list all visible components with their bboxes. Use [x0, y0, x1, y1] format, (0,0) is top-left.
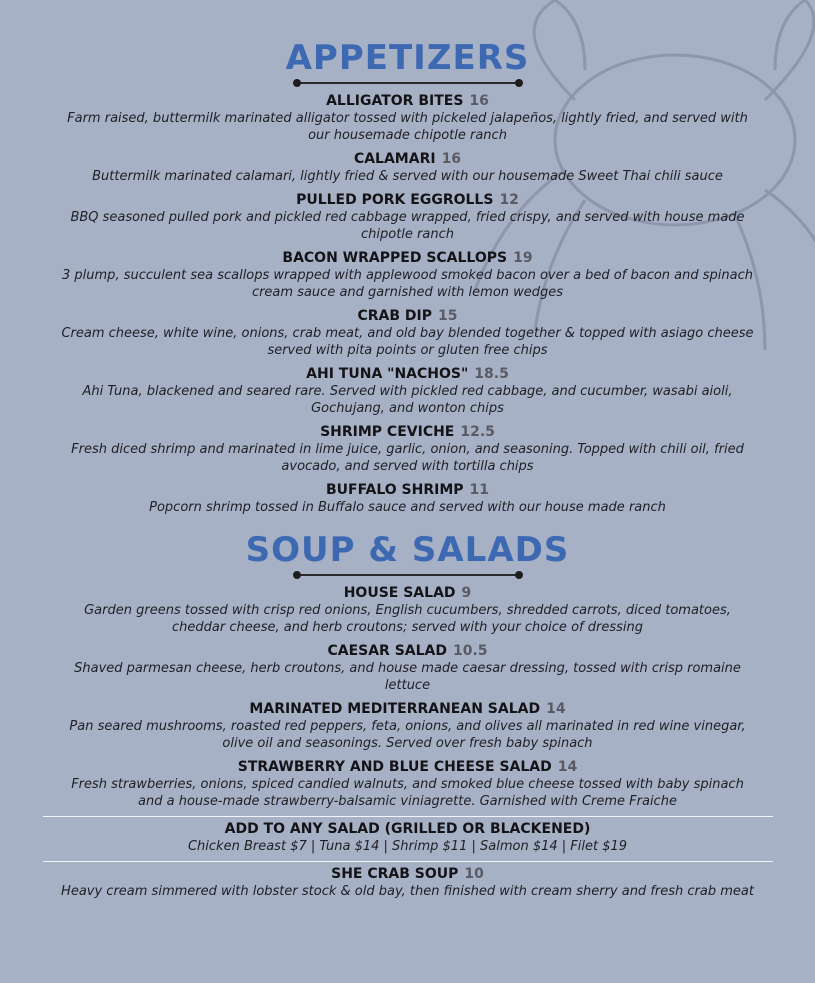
item-description: Garden greens tossed with crisp red onions, English cucumbers, shredded carrots, diced tomatoes, cheddar cheese, and herb croutons; served with your choice of dressing	[84, 603, 731, 635]
item-description: Cream cheese, white wine, onions, crab meat, and old bay blended together & topped with asiago cheese served with pita points or gluten free chips	[61, 326, 754, 358]
menu-item-caesar-salad	[0, 642, 815, 694]
item-price: 11	[469, 482, 490, 498]
item-name: MARINATED MEDITERRANEAN SALAD	[249, 701, 541, 717]
item-price: 9	[461, 585, 472, 601]
salad-addon	[0, 820, 815, 855]
menu-item-buffalo-shrimp	[0, 481, 815, 516]
menu-item-strawberry-blue-cheese-salad	[0, 758, 815, 810]
item-description: Fresh diced shrimp and marinated in lime juice, garlic, onion, and seasoning. Topped with chili oil, fried avocado, and served with tortilla chips	[71, 442, 744, 474]
menu-item-bacon-wrapped-scallops	[0, 249, 815, 301]
item-price: 18.5	[474, 366, 509, 382]
item-name: SHE CRAB SOUP	[331, 866, 459, 882]
item-description: Pan seared mushrooms, roasted red peppers, feta, onions, and olives all marinated in red wine vinegar, olive oil and seasonings. Served over fresh baby spinach	[69, 719, 746, 751]
item-description: Ahi Tuna, blackened and seared rare. Served with pickled red cabbage, and cucumber, wasabi aioli, Gochujang, and wonton chips	[82, 384, 733, 416]
item-name: BACON WRAPPED SCALLOPS	[282, 250, 508, 266]
menu-item-shrimp-ceviche	[0, 423, 815, 475]
menu-item-ahi-tuna-nachos	[0, 365, 815, 417]
menu-item-calamari	[0, 150, 815, 185]
item-price: 14	[546, 701, 566, 717]
item-name: SHRIMP CEVICHE	[320, 424, 455, 440]
item-name: HOUSE SALAD	[343, 585, 456, 601]
menu-item-pulled-pork-eggrolls	[0, 191, 815, 243]
item-name: CALAMARI	[353, 151, 436, 167]
item-price: 16	[441, 151, 462, 167]
item-description: Buttermilk marinated calamari, lightly fried & served with our housemade Sweet Thai chili sauce	[92, 169, 723, 184]
section-divider	[297, 574, 519, 576]
item-description: 3 plump, succulent sea scallops wrapped with applewood smoked bacon over a bed of bacon and spinach cream sauce and garnished with lemon wedges	[62, 268, 753, 300]
menu-item-alligator-bites	[0, 92, 815, 144]
item-name: BUFFALO SHRIMP	[325, 482, 464, 498]
item-description: Popcorn shrimp tossed in Buffalo sauce and served with our house made ranch	[149, 500, 666, 515]
item-price: 10.5	[453, 643, 488, 659]
addon-title: ADD TO ANY SALAD (GRILLED OR BLACKENED)	[224, 821, 591, 837]
item-name: STRAWBERRY AND BLUE CHEESE SALAD	[237, 759, 552, 775]
soup-salads-title: SOUP & SALADS	[245, 530, 570, 570]
item-name: CRAB DIP	[357, 308, 433, 324]
item-name: PULLED PORK EGGROLLS	[296, 192, 494, 208]
item-price: 10	[464, 866, 484, 882]
item-description: BBQ seasoned pulled pork and pickled red cabbage wrapped, fried crispy, and served with house made chipotle ranch	[70, 210, 745, 242]
addon-rule-top	[43, 816, 773, 817]
item-price: 19	[513, 250, 533, 266]
item-description: Fresh strawberries, onions, spiced candied walnuts, and smoked blue cheese tossed with baby spinach and a house-made strawberry-balsamic viniagrette. Garnished with Creme Fraiche	[71, 777, 744, 809]
item-description: Farm raised, buttermilk marinated alligator tossed with pickeled jalapeños, lightly fried, and served with our housemade chipotle ranch	[67, 111, 748, 143]
item-price: 14	[557, 759, 578, 775]
menu-item-house-salad	[0, 584, 815, 636]
addon-rule-bottom	[43, 861, 773, 862]
item-name: CAESAR SALAD	[327, 643, 447, 659]
item-name: ALLIGATOR BITES	[326, 93, 464, 109]
item-price: 15	[438, 308, 458, 324]
menu-item-mediterranean-salad	[0, 700, 815, 752]
addon-options: Chicken Breast $7 | Tuna $14 | Shrimp $11 | Salmon $14 | Filet $19	[187, 839, 628, 854]
item-price: 16	[469, 93, 489, 109]
item-description: Heavy cream simmered with lobster stock & old bay, then finished with cream sherry and fresh crab meat	[61, 884, 754, 899]
menu-item-she-crab-soup	[0, 865, 815, 900]
appetizers-title: APPETIZERS	[285, 38, 530, 78]
item-price: 12.5	[460, 424, 495, 440]
menu-item-crab-dip	[0, 307, 815, 359]
item-price: 12	[499, 192, 519, 208]
item-name: AHI TUNA "NACHOS"	[306, 366, 469, 382]
item-description: Shaved parmesan cheese, herb croutons, and house made caesar dressing, tossed with crisp romaine lettuce	[74, 661, 741, 693]
section-divider	[297, 82, 519, 84]
